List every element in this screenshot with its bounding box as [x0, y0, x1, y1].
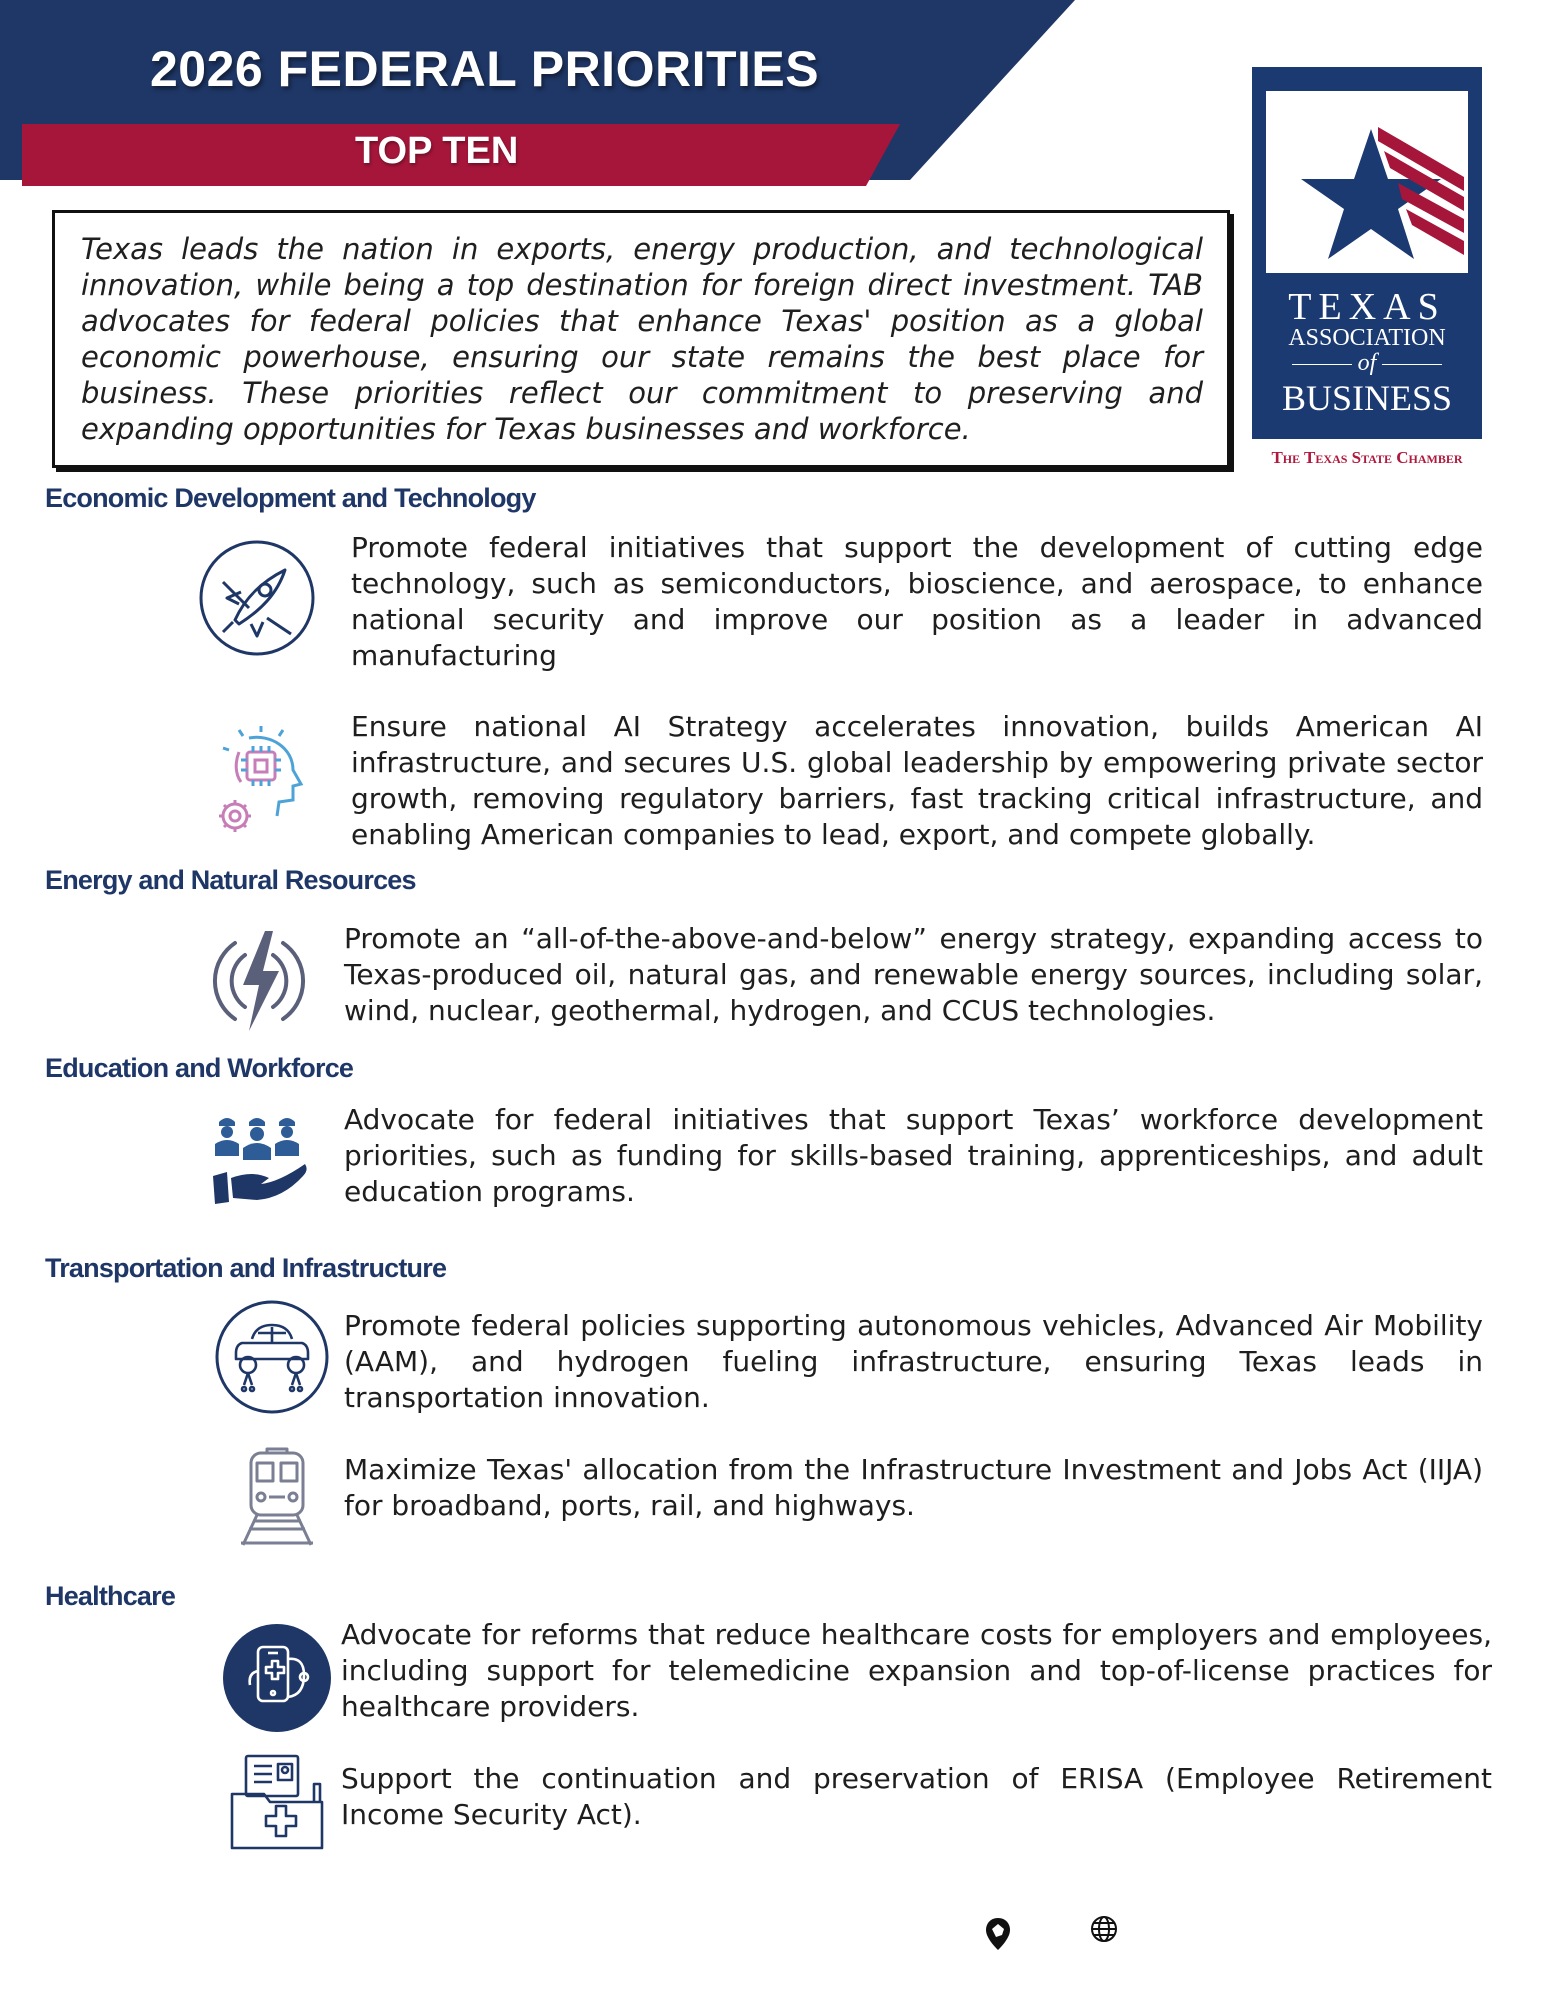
train-icon [227, 1447, 327, 1547]
star-stripes-icon [1266, 91, 1468, 273]
section-heading-healthcare: Healthcare [45, 1581, 176, 1611]
page-subtitle: TOP TEN [355, 130, 519, 172]
priority-text-3: Promote an “all-of-the-above-and-below” energy strategy, expanding access to Texas-produced oil, natural gas, and renewable energy sources, including solar, wind, nuclear, geothermal, hydrogen, and CCUS technologies. [344, 922, 1483, 1027]
logo-tagline: The Texas State Chamber [1271, 448, 1463, 467]
section-heading-transportation: Transportation and Infrastructure [45, 1253, 447, 1283]
workforce-hand-icon [213, 1112, 309, 1208]
priority-text-8: Support the continuation and preservation of ERISA (Employee Retirement Income Security Act). [341, 1762, 1492, 1831]
intro-text: Texas leads the nation in exports, energy production, and technological innovation, while being a top destination for foreign direct investment. TAB advocates for federal policies that enhance Texas' position as a global economic powerhouse, ensuring our state remains the best place for business. These priorities reflect our commitment to preserving and expanding opportunities for Texas businesses and workforce. [81, 232, 1203, 446]
priority-text-4: Advocate for federal initiatives that support Texas’ workforce development priorities, such as funding for skills-based training, apprenticeships, and adult education programs. [344, 1103, 1483, 1208]
page-title: 2026 FEDERAL PRIORITIES [150, 41, 820, 97]
telemedicine-icon [222, 1623, 332, 1733]
logo-text-of: of [1357, 350, 1377, 376]
logo-text-business: BUSINESS [1281, 378, 1453, 418]
tab-logo [1252, 67, 1482, 439]
priority-text-7: Advocate for reforms that reduce healthcare costs for employers and employees, including support for telemedicine expansion and top-of-license practices for healthcare providers. [341, 1618, 1492, 1723]
intro-box [52, 210, 1230, 468]
location-pin-icon[interactable] [985, 1917, 1011, 1951]
medical-folder-icon [230, 1754, 326, 1850]
rocket-icon [197, 538, 317, 658]
priority-text-1: Promote federal initiatives that support the development of cutting edge technology, such as semiconductors, bioscience, and aerospace, to enhance national security and improve our position as a leader in advanced manufacturing [351, 531, 1483, 672]
priority-text-5: Promote federal policies supporting autonomous vehicles, Advanced Air Mobility (AAM), and hydrogen fueling infrastructure, ensuring Texas leads in transportation innovation. [344, 1309, 1483, 1414]
logo-text-texas: TEXAS [1288, 286, 1446, 328]
lightning-icon [203, 925, 315, 1037]
section-heading-education: Education and Workforce [45, 1053, 354, 1083]
priority-text-2: Ensure national AI Strategy accelerates innovation, builds American AI infrastructure, and secures U.S. global leadership by empowering private sector growth, removing regulatory barriers, fast tracking critical infrastructure, and enabling American companies to lead, export, and compete globally. [351, 710, 1483, 851]
priority-text-6: Maximize Texas' allocation from the Infrastructure Investment and Jobs Act (IIJA) for broadband, ports, rail, and highways. [344, 1453, 1483, 1522]
section-heading-economic: Economic Development and Technology [45, 483, 536, 513]
logo-rule-right [1382, 364, 1442, 365]
autonomous-car-icon [214, 1299, 330, 1415]
section-heading-energy: Energy and Natural Resources [45, 865, 416, 895]
logo-text-association: ASSOCIATION [1288, 325, 1446, 351]
logo-flag-panel [1266, 91, 1468, 273]
ai-head-icon [209, 718, 309, 840]
globe-icon[interactable] [1090, 1915, 1118, 1943]
